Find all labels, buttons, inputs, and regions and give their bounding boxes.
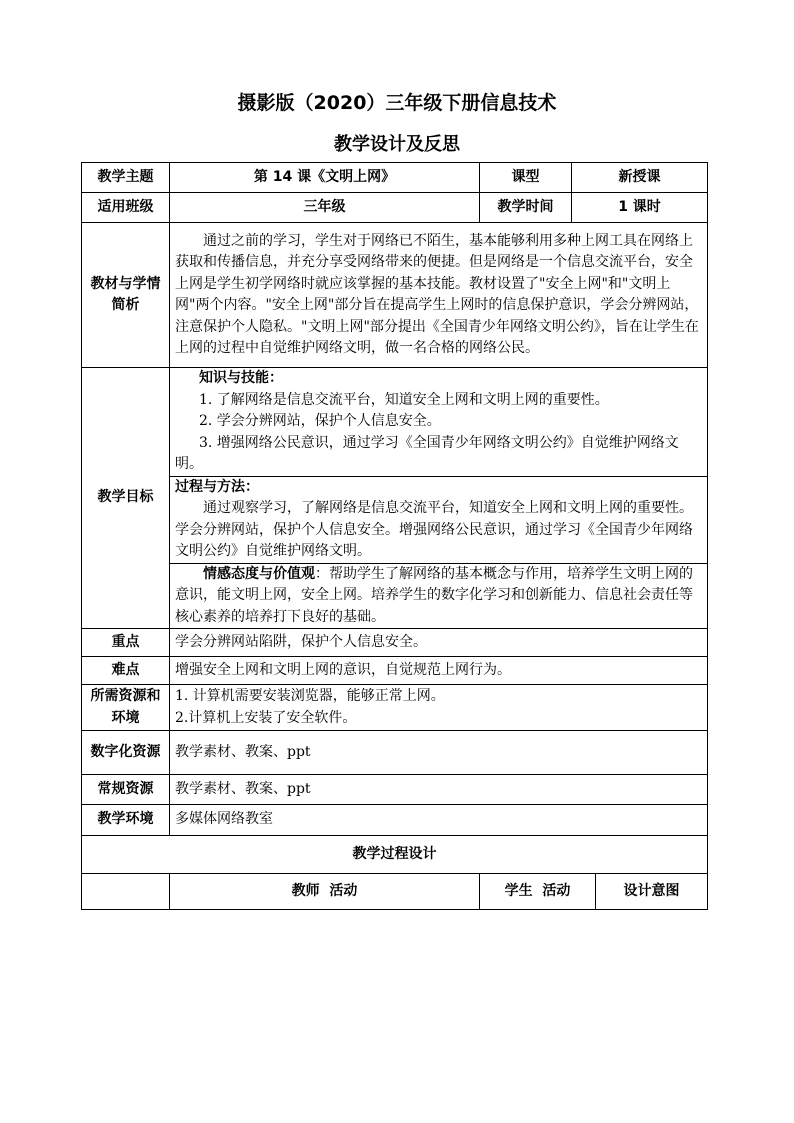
environment-text: 多媒体网络教室 [170, 805, 708, 836]
label-regular-resources: 常规资源 [82, 775, 170, 805]
teaching-time: 1 课时 [572, 193, 708, 223]
table-row [82, 731, 708, 775]
knowledge-item: 3. 增强网络公民意识，通过学习《全国青少年网络文明公约》自觉维护网络文明。 [175, 434, 679, 472]
table-row [82, 193, 708, 223]
applicable-class: 三年级 [170, 193, 480, 223]
digital-resources-text: 教学素材、教案、ppt [170, 731, 708, 775]
table-row [82, 836, 708, 874]
attitude-text: ：帮助学生了解网络的基本概念与作用，培养学生文明上网的意识，能文明上网，安全上网。培养学生的数字化学习和创新能力、信息社会责任等核心素养的培养打下良好的基础。 [175, 565, 693, 625]
col-teacher-activity: 教师 活动 [170, 874, 480, 910]
document-title: 摄影版（2020）三年级下册信息技术 [237, 92, 557, 114]
table-row [82, 657, 708, 685]
label-lesson-type: 课型 [480, 163, 572, 193]
process-design-title: 教学过程设计 [82, 836, 708, 874]
attitude-heading: 情感态度与价值观 [203, 565, 315, 582]
process-text: 通过观察学习，了解网络是信息交流平台，知道安全上网和文明上网的重要性。学会分辨网站，保护个人信息安全。增强网络公民意识，通过学习《全国青少年网络文明公约》自觉维护网络文明。 [175, 500, 693, 559]
regular-resources-text: 教学素材、教案、ppt [170, 775, 708, 805]
knowledge-item: 2. 学会分辨网站，保护个人信息安全。 [199, 413, 441, 429]
key-point-text: 学会分辨网站陷阱，保护个人信息安全。 [170, 629, 708, 657]
label-class: 适用班级 [82, 193, 170, 223]
analysis-text [170, 223, 708, 368]
table-row [82, 368, 708, 477]
label-teaching-time: 教学时间 [480, 193, 572, 223]
label-theme: 教学主题 [82, 163, 170, 193]
label-key-point: 重点 [82, 629, 170, 657]
table-row [82, 163, 708, 193]
document-subtitle: 教学设计及反思 [334, 134, 460, 155]
label-digital-resources: 数字化资源 [82, 731, 170, 775]
goals-attitude [170, 563, 708, 629]
col-design-intent: 设计意图 [596, 874, 708, 910]
col-student-activity: 学生 活动 [480, 874, 596, 910]
label-resources: 所需资源和环境 [82, 685, 170, 731]
table-row [82, 476, 708, 563]
table-row [82, 685, 708, 731]
table-row [82, 874, 708, 910]
table-row [82, 805, 708, 836]
resource-item: 1. 计算机需要安装浏览器，能够正常上网。 [175, 688, 445, 704]
lesson-theme: 第 14 课《文明上网》 [170, 163, 480, 193]
empty-cell [82, 874, 170, 910]
analysis-paragraph: 通过之前的学习，学生对于网络已不陌生，基本能够利用多种上网工具在网络上获取和传播信息，并充分享受网络带来的便捷。但是网络是一个信息交流平台，安全上网是学生初学网络时就应该掌握的基本技能。教材设置了"安全上网"和"文明上网"两个内容。"安全上网"部分旨在提高学生上网时的信息保护意识，学会分辨网站，注意保护个人隐私。"文明上网"部分提出《全国青少年网络文明公约》，旨在让学生在上网的过程中自觉维护网络文明，做一名合格的网络公民。 [175, 232, 699, 356]
goals-process [170, 476, 708, 563]
goals-knowledge [170, 368, 708, 477]
lesson-type: 新授课 [572, 163, 708, 193]
knowledge-heading: 知识与技能： [199, 370, 283, 386]
label-difficulty: 难点 [82, 657, 170, 685]
resource-item: 2.计算机上安装了安全软件。 [175, 709, 357, 726]
table-row [82, 223, 708, 368]
label-analysis: 教材与学情简析 [82, 223, 170, 368]
label-goals: 教学目标 [82, 368, 170, 629]
table-row [82, 775, 708, 805]
table-row [82, 629, 708, 657]
label-environment: 教学环境 [82, 805, 170, 836]
difficulty-text: 增强安全上网和文明上网的意识，自觉规范上网行为。 [170, 657, 708, 685]
table-row [82, 563, 708, 629]
lesson-plan-table [81, 162, 708, 910]
knowledge-item: 1. 了解网络是信息交流平台，知道安全上网和文明上网的重要性。 [199, 391, 609, 408]
resources-text [170, 685, 708, 731]
process-heading: 过程与方法： [175, 478, 259, 495]
